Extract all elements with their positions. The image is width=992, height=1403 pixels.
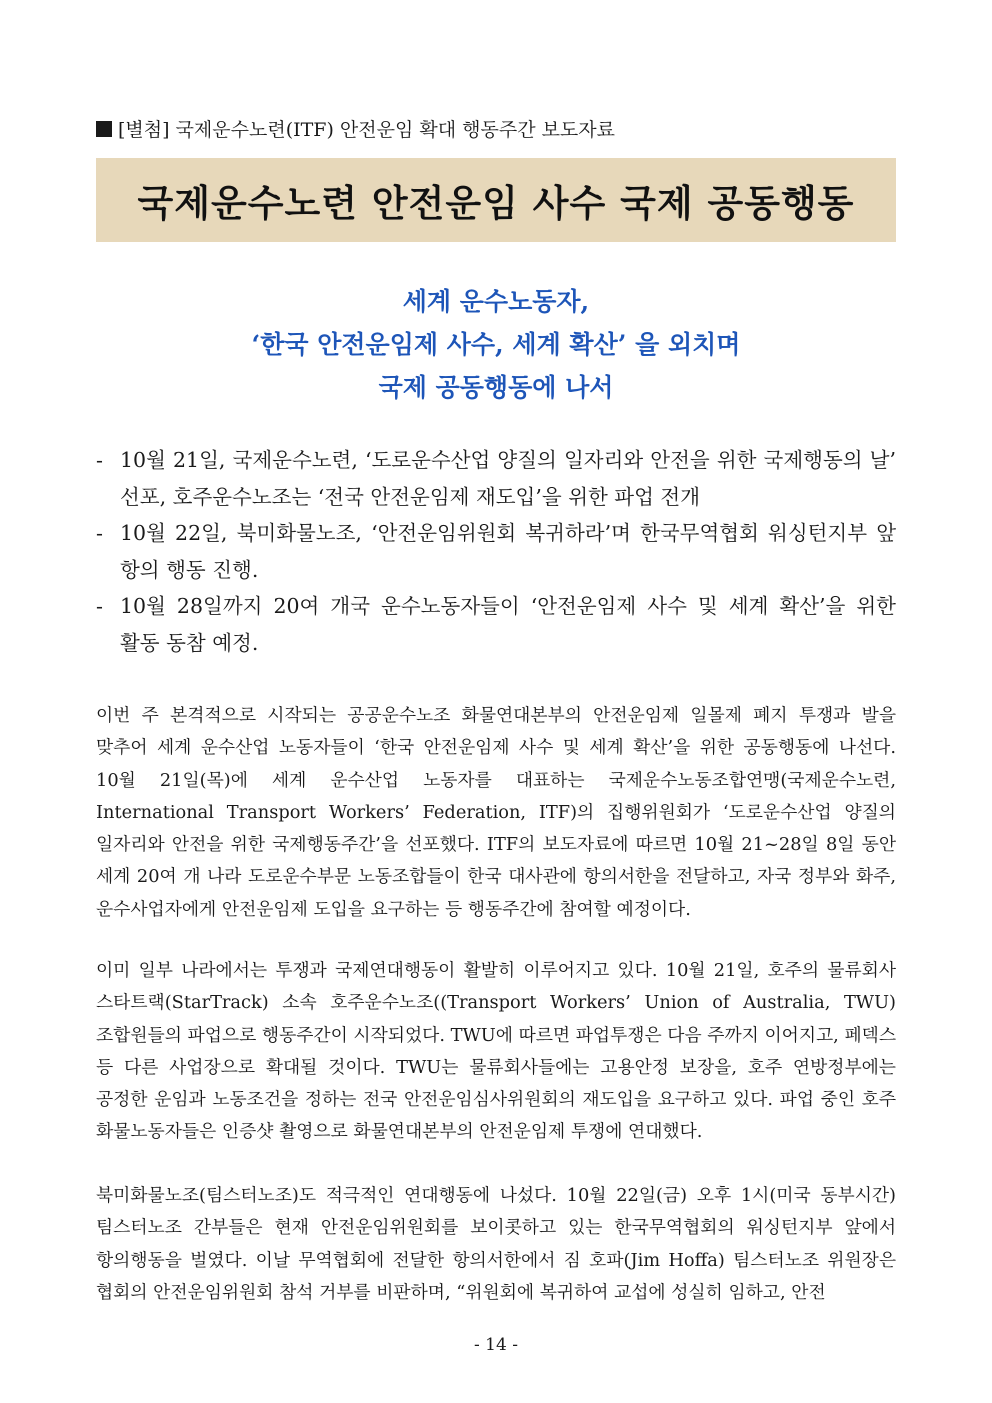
- bullet-dash: -: [96, 521, 103, 545]
- attachment-heading-text: [별첨] 국제운수노련(ITF) 안전운임 확대 행동주간 보도자료: [118, 119, 615, 141]
- summary-item: [96, 442, 896, 515]
- subtitle-line: 국제 공동행동에 나서: [378, 373, 614, 402]
- subtitle-line: 세계 운수노동자,: [402, 287, 590, 316]
- document-title: 국제운수노련 안전운임 사수 국제 공동행동: [137, 182, 855, 225]
- bullet-dash: -: [96, 594, 103, 618]
- bullet-dash: -: [96, 448, 103, 472]
- body-paragraph: 이번 주 본격적으로 시작되는 공공운수노조 화물연대본부의 안전운임제 일몰제 폐지 투쟁과 발을 맞추어 세계 운수산업 노동자들이 ‘한국 안전운임제 사수 및 세계 확산’을 위한 공동행동에 나선다. 10월 21일(목)에 세계 운수산업 노동자를 대표하는 국제운수노동조합연맹(국제운수노련, International Transport Workers’ Federation, ITF)의 집행위원회가 ‘도로운수산업 양질의 일자리와 안전을 위한 국제행동주간’을 선포했다. ITF의 보도자료에 따르면 10월 21~28일 8일 동안 세계 20여 개 나라 도로운수부문 노동조합들이 한국 대사관에 항의서한을 전달하고, 자국 정부와 화주, 운수사업자에게 안전운임제 도입을 요구하는 등 행동주간에 참여할 예정이다.: [96, 705, 896, 920]
- subtitle-block: [96, 280, 896, 409]
- body-paragraph: 이미 일부 나라에서는 투쟁과 국제연대행동이 활발히 이루어지고 있다. 10월 21일, 호주의 물류회사 스타트랙(StarTrack) 소속 호주운수노조((Transport Workers’ Union of Australia, TWU) 조합원들의 파업으로 행동주간이 시작되었다. TWU에 따르면 파업투쟁은 다음 주까지 이어지고, 페덱스 등 다른 사업장으로 확대될 것이다. TWU는 물류회사들에는 고용안정 보장을, 호주 연방정부에는 공정한 운임과 노동조건을 정하는 전국 안전운임심사위원회의 재도입을 요구하고 있다. 파업 중인 호주 화물노동자들은 인증샷 촬영으로 화물연대본부의 안전운임제 투쟁에 연대했다.: [96, 960, 897, 1143]
- summary-item: [96, 515, 896, 588]
- body-paragraph: 북미화물노조(팀스터노조)도 적극적인 연대행동에 나섰다. 10월 22일(금) 오후 1시(미국 동부시간) 팀스터노조 간부들은 현재 안전운임위원회를 보이콧하고 있는 한국무역협회의 워싱턴지부 앞에서 항의행동을 벌였다. 이날 무역협회에 전달한 항의서한에서 짐 호파(Jim Hoffa) 팀스터노조 위원장은 협회의 안전운임위원회 참석 거부를 비판하며, “위원회에 복귀하여 교섭에 성실히 임하고, 안전: [96, 1185, 896, 1303]
- attachment-heading: [96, 116, 896, 144]
- summary-list: [96, 442, 896, 661]
- subtitle-line: ‘한국 안전운임제 사수, 세계 확산’ 을 외치며: [251, 330, 741, 359]
- summary-item-text: 10월 22일, 북미화물노조, ‘안전운임위원회 복귀하라’며 한국무역협회 워싱턴지부 앞 항의 행동 진행.: [120, 521, 896, 582]
- black-square-icon: [96, 121, 112, 137]
- page-number: - 14 -: [474, 1335, 518, 1355]
- title-banner: [96, 158, 896, 242]
- summary-item-text: 10월 21일, 국제운수노련, ‘도로운수산업 양질의 일자리와 안전을 위한 국제행동의 날’ 선포, 호주운수노조는 ‘전국 안전운임제 재도입’을 위한 파업 전개: [120, 448, 896, 509]
- summary-item-text: 10월 28일까지 20여 개국 운수노동자들이 ‘안전운임제 사수 및 세계 확산’을 위한 활동 동참 예정.: [120, 594, 896, 655]
- summary-item: [96, 588, 896, 661]
